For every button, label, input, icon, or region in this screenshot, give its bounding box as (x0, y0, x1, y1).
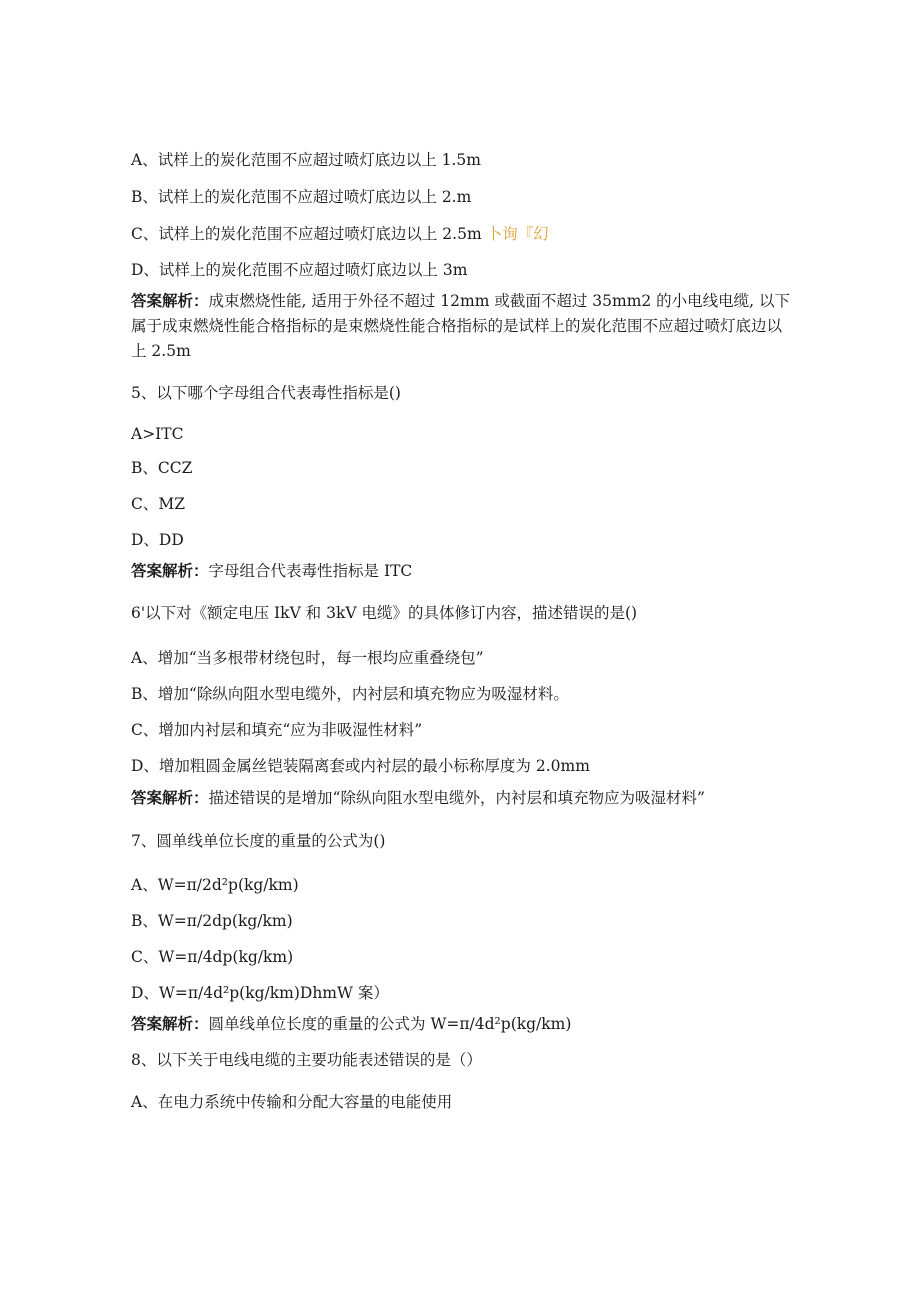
answer-text: 描述错误的是增加“除纵向阻水型电缆外，内衬层和填充物应为吸湿材料” (208, 789, 705, 807)
q5-question: 5、以下哪个字母组合代表毒性指标是() (131, 384, 401, 402)
q4-option-c-noise: 卜询『幻 (486, 225, 549, 243)
q5-option-c: C、MZ (131, 495, 186, 513)
q4-option-d: D、试样上的炭化范围不应超过喷灯底边以上 3m (131, 261, 468, 279)
q7-answer (131, 1014, 791, 1034)
q7-option-c: C、W=π/4dp(kg/km) (131, 948, 294, 966)
answer-text: 圆单线单位长度的重量的公式为 W=π/4d²p(kg/km) (208, 1015, 572, 1033)
q4-option-b: B、试样上的炭化范围不应超过喷灯底边以上 2.m (131, 188, 472, 206)
q6-question: 6'以下对《额定电压 IkV 和 3kV 电缆》的具体修订内容，描述错误的是() (131, 604, 638, 622)
q4-option-a: A、试样上的炭化范围不应超过喷灯底边以上 1.5m (131, 151, 481, 169)
q5-answer (131, 561, 791, 581)
q5-option-d: D、DD (131, 531, 184, 549)
q5-option-b: B、CCZ (131, 459, 193, 477)
q6-option-a: A、增加“当多根带材绕包时，每一根均应重叠绕包” (131, 649, 484, 667)
answer-label: 答案解析： (131, 291, 209, 310)
answer-label: 答案解析： (131, 788, 209, 807)
answer-text: 成束燃烧性能, 适用于外径不超过 12mm 或截面不超过 35mm2 的小电线电缆, 以下属于成束燃烧性能合格指标的是束燃烧性能合格指标的是试样上的炭化范围不应超过喷灯底边以上 2.5m (131, 292, 791, 360)
q6-option-b: B、增加“除纵向阻水型电缆外，内衬层和填充物应为吸湿材料。 (131, 685, 569, 703)
q7-option-a: A、W=π/2d²p(kg/km) (131, 876, 299, 894)
q4-answer (131, 288, 791, 364)
q4-option-c-text: C、试样上的炭化范围不应超过喷灯底边以上 2.5m (131, 225, 482, 243)
q8-option-a: A、在电力系统中传输和分配大容量的电能使用 (131, 1093, 453, 1111)
q7-option-b: B、W=π/2dp(kg/km) (131, 912, 293, 930)
q6-answer (131, 788, 791, 808)
q7-option-d: D、W=π/4d²p(kg/km)DhmW 案） (131, 984, 389, 1002)
answer-text: 字母组合代表毒性指标是 ITC (208, 562, 413, 580)
answer-label: 答案解析： (131, 561, 209, 580)
answer-label: 答案解析： (131, 1014, 209, 1033)
q4-option-c (131, 224, 791, 244)
q6-option-c: C、增加内衬层和填充“应为非吸湿性材料” (131, 721, 423, 739)
q8-question: 8、以下关于电线电缆的主要功能表述错误的是（） (131, 1051, 482, 1069)
q6-option-d: D、增加粗圆金属丝铠装隔离套或内衬层的最小标称厚度为 2.0mm (131, 757, 590, 775)
q5-option-a: A>ITC (131, 425, 184, 443)
q7-question: 7、圆单线单位长度的重量的公式为() (131, 832, 386, 850)
